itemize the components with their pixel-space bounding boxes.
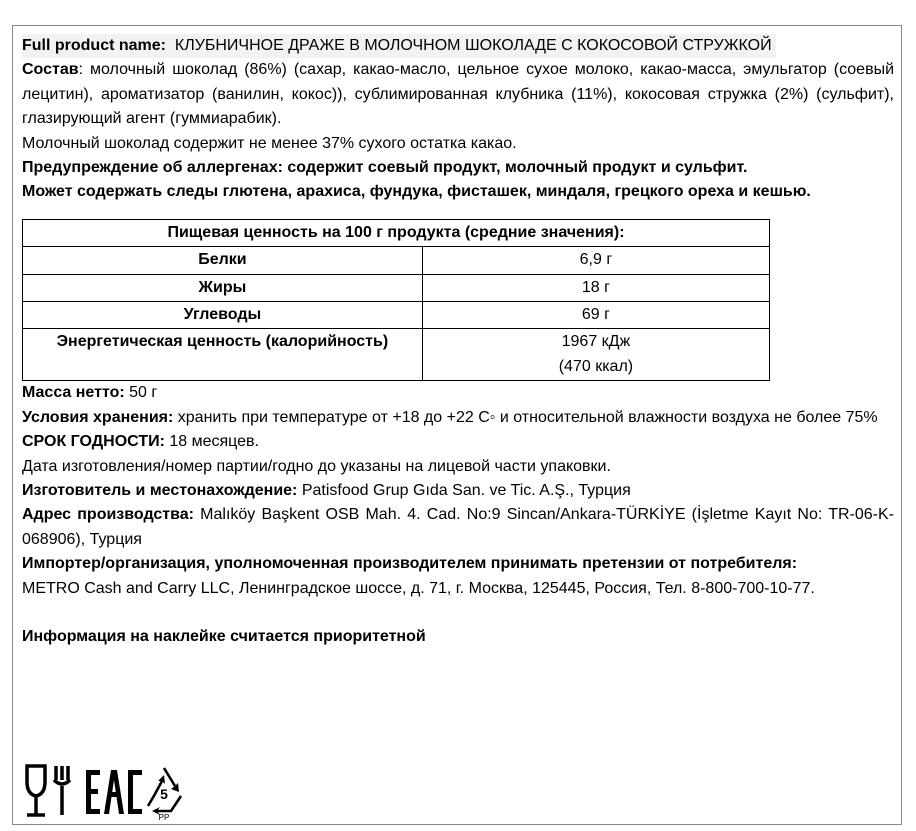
nutrient-value: 69 г (422, 302, 769, 329)
eac-text: EAC (24, 762, 27, 763)
allergen-warning: Предупреждение об аллергенах: содержит соевый продукт, молочный продукт и сульфит. (22, 159, 748, 177)
shelf-life: СРОК ГОДНОСТИ: 18 месяцев. (22, 433, 259, 451)
net-weight: Масса нетто: 50 г (22, 384, 158, 402)
nutrient-label: Энергетическая ценность (калорийность) (23, 329, 423, 381)
nutrient-label: Углеводы (23, 302, 423, 329)
storage-conditions: Условия хранения: хранить при температуре от +18 до +22 С◦ и относительной влажности воздуха не более 75% (22, 408, 878, 426)
product-name-line (22, 34, 894, 58)
traces-warning: Может содержать следы глютена, арахиса, фундука, фисташек, миндаля, грецкого ореха и кешью. (22, 183, 811, 201)
table-row (23, 302, 770, 329)
nutrient-value: 18 г (422, 274, 769, 301)
table-row (23, 247, 770, 274)
recycle-5-pp-icon (148, 768, 181, 822)
product-name: КЛУБНИЧНОЕ ДРАЖЕ В МОЛОЧНОМ ШОКОЛАДЕ С КОКОСОВОЙ СТРУЖКОЙ (174, 37, 772, 54)
composition-text: : молочный шоколад (86%) (сахар, какао-масло, цельное сухое молоко, какао-масса, эмульгатор (соевый лецитин), ароматизатор (ванилин, кокос)), сублимированная клубника (11%), кокосовая стружка (2%) (сульфит), глазирующий агент (гуммиарабик). (22, 61, 894, 128)
glass-fork-icon (27, 766, 70, 815)
nutrition-header-row (23, 219, 770, 246)
nutrient-value (422, 329, 769, 381)
composition-label: Состав (22, 61, 79, 79)
recycle-number: 5 (160, 786, 168, 802)
marking-icons (24, 762, 194, 822)
nutrient-label: Белки (23, 247, 423, 274)
importer-value: METRO Cash and Carry LLC, Ленинградское шоссе, д. 71, г. Москва, 125445, Россия, Тел. 8-800-700-10-77. (22, 579, 815, 597)
energy-kj: 1967 кДж (561, 333, 631, 351)
eac-mark-icon (24, 762, 142, 814)
nutrition-table (22, 219, 770, 381)
cocoa-note: Молочный шоколад содержит не менее 37% сухого остатка какао. (22, 134, 517, 152)
table-row (23, 329, 770, 381)
energy-kcal: (470 ккал) (558, 357, 634, 375)
label-content (22, 34, 894, 649)
product-name-label: Full product name: (22, 37, 166, 54)
nutrient-value: 6,9 г (422, 247, 769, 274)
manufacturer: Изготовитель и местонахождение: Patisfood Grup Gıda San. ve Tic. A.Ş., Турция (22, 481, 631, 499)
sticker-note: Информация на наклейке считается приоритетной (22, 627, 426, 645)
importer-label: Импортер/организация, уполномоченная производителем принимать претензии от потребителя: (22, 555, 798, 573)
recycle-material: PP (158, 813, 170, 822)
nutrient-label: Жиры (23, 274, 423, 301)
nutrition-header: Пищевая ценность на 100 г продукта (средние значения): (23, 219, 770, 246)
composition (22, 58, 894, 131)
table-row (23, 274, 770, 301)
date-note: Дата изготовления/номер партии/годно до указаны на лицевой части упаковки. (22, 457, 611, 475)
production-address: Адрес производства: Malıköy Başkent OSB Mah. 4. Cad. No:9 Sincan/Ankara-TÜRKİYE (İşletme Kayıt No: TR-06-K-068906), Турция (22, 506, 895, 548)
